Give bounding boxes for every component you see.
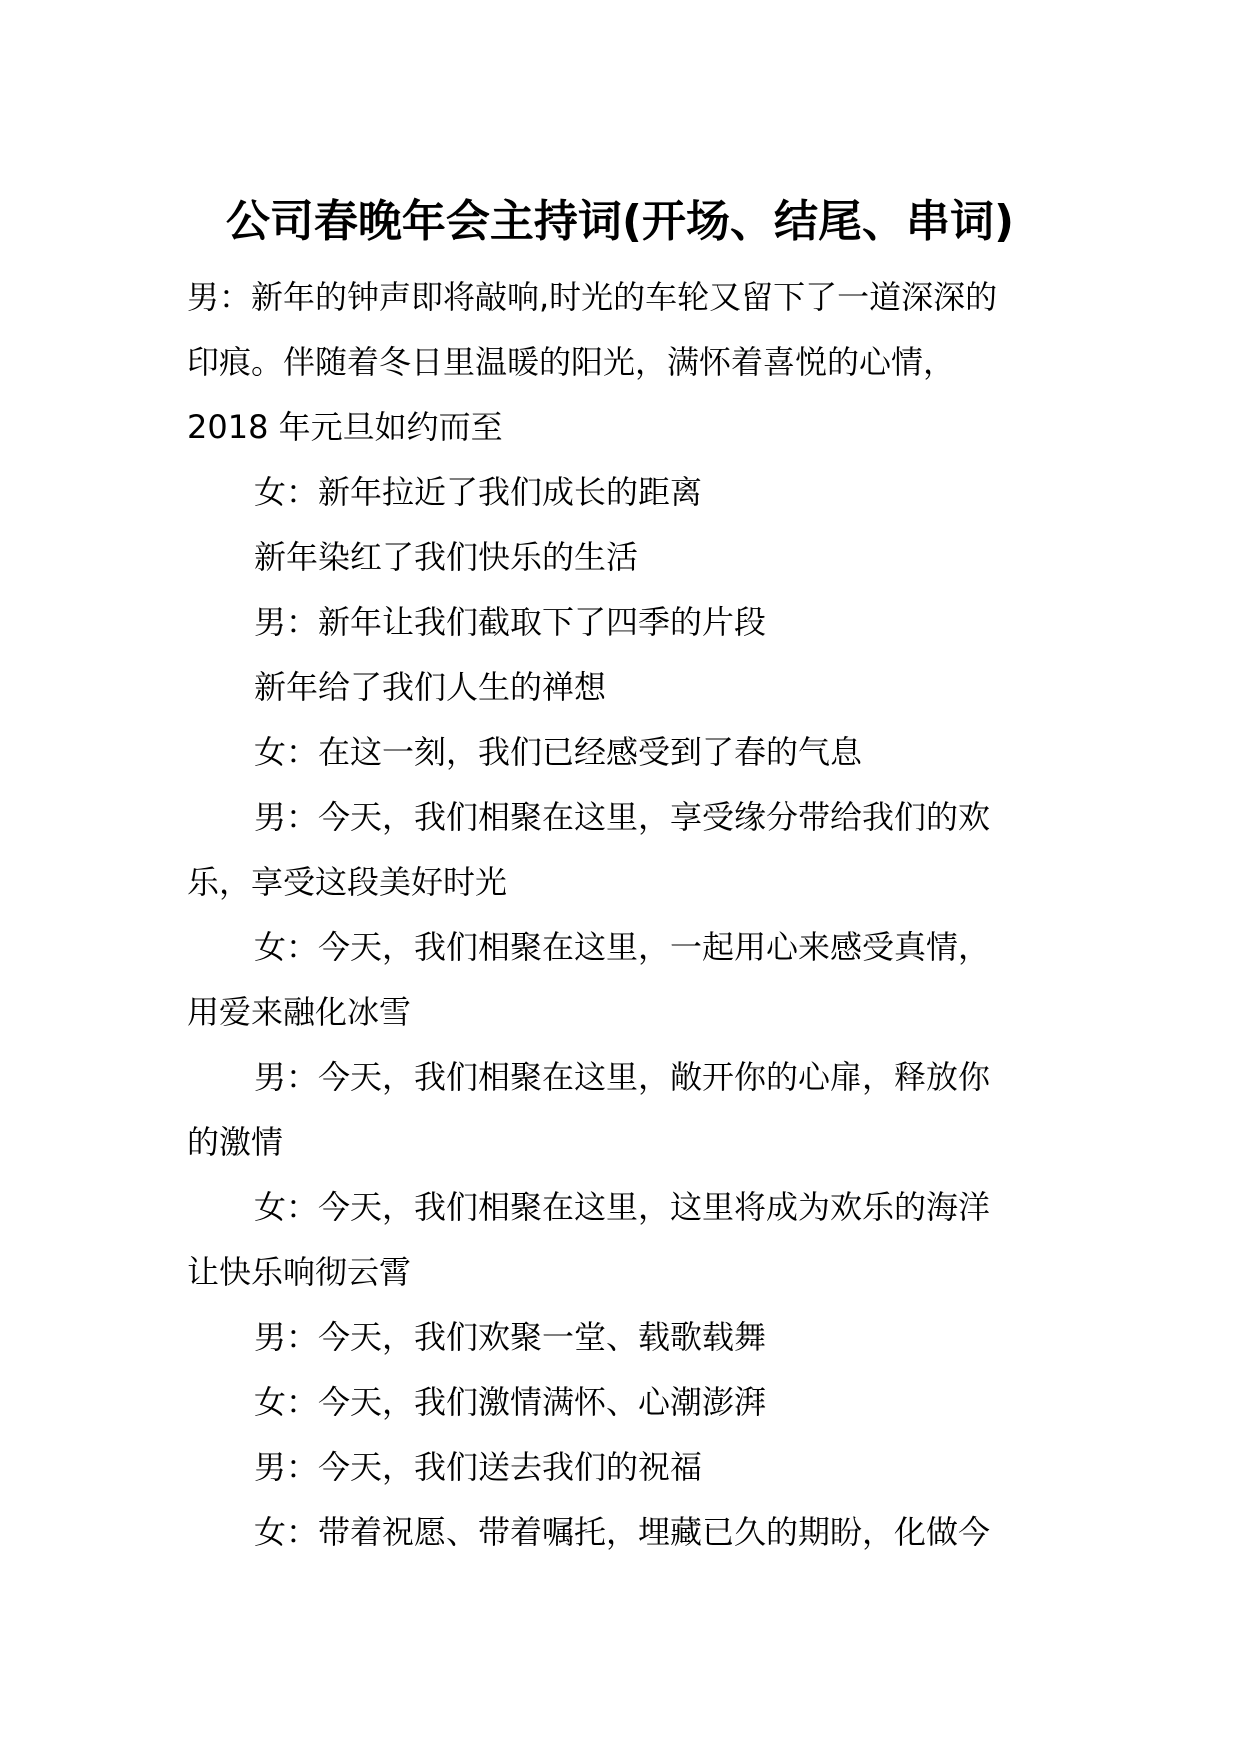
body-line: 女：今天，我们相聚在这里，一起用心来感受真情， [254, 928, 991, 966]
body-line: 用爱来融化冰雪 [187, 993, 412, 1031]
body-line: 男：新年让我们截取下了四季的片段 [254, 603, 767, 641]
body-line: 乐，享受这段美好时光 [187, 863, 508, 901]
body-line: 男：今天，我们送去我们的祝福 [254, 1448, 703, 1486]
body-line: 男：新年的钟声即将敲响,时光的车轮又留下了一道深深的 [187, 278, 998, 316]
body-line: 男：今天，我们相聚在这里，敞开你的心扉，释放你 [254, 1058, 991, 1096]
body-line: 让快乐响彻云霄 [187, 1253, 412, 1291]
body-line: 新年给了我们人生的禅想 [254, 668, 607, 706]
body-line: 印痕。伴随着冬日里温暖的阳光，满怀着喜悦的心情， [187, 343, 956, 381]
body-line: 的激情 [187, 1123, 284, 1161]
document-title: 公司春晚年会主持词(开场、结尾、串词) [225, 196, 1015, 247]
body-line: 女：新年拉近了我们成长的距离 [254, 473, 703, 511]
body-line: 男：今天，我们相聚在这里，享受缘分带给我们的欢 [254, 798, 991, 836]
document-body [187, 265, 1087, 1565]
body-line: 女：今天，我们激情满怀、心潮澎湃 [254, 1383, 767, 1421]
body-line: 女：今天，我们相聚在这里，这里将成为欢乐的海洋 [254, 1188, 991, 1226]
body-line: 男：今天，我们欢聚一堂、载歌载舞 [254, 1318, 767, 1356]
body-line: 女：在这一刻，我们已经感受到了春的气息 [254, 733, 863, 771]
body-line: 2018 年元旦如约而至 [187, 408, 503, 446]
body-line: 女：带着祝愿、带着嘱托，埋藏已久的期盼，化做今 [254, 1513, 991, 1551]
body-line: 新年染红了我们快乐的生活 [254, 538, 639, 576]
